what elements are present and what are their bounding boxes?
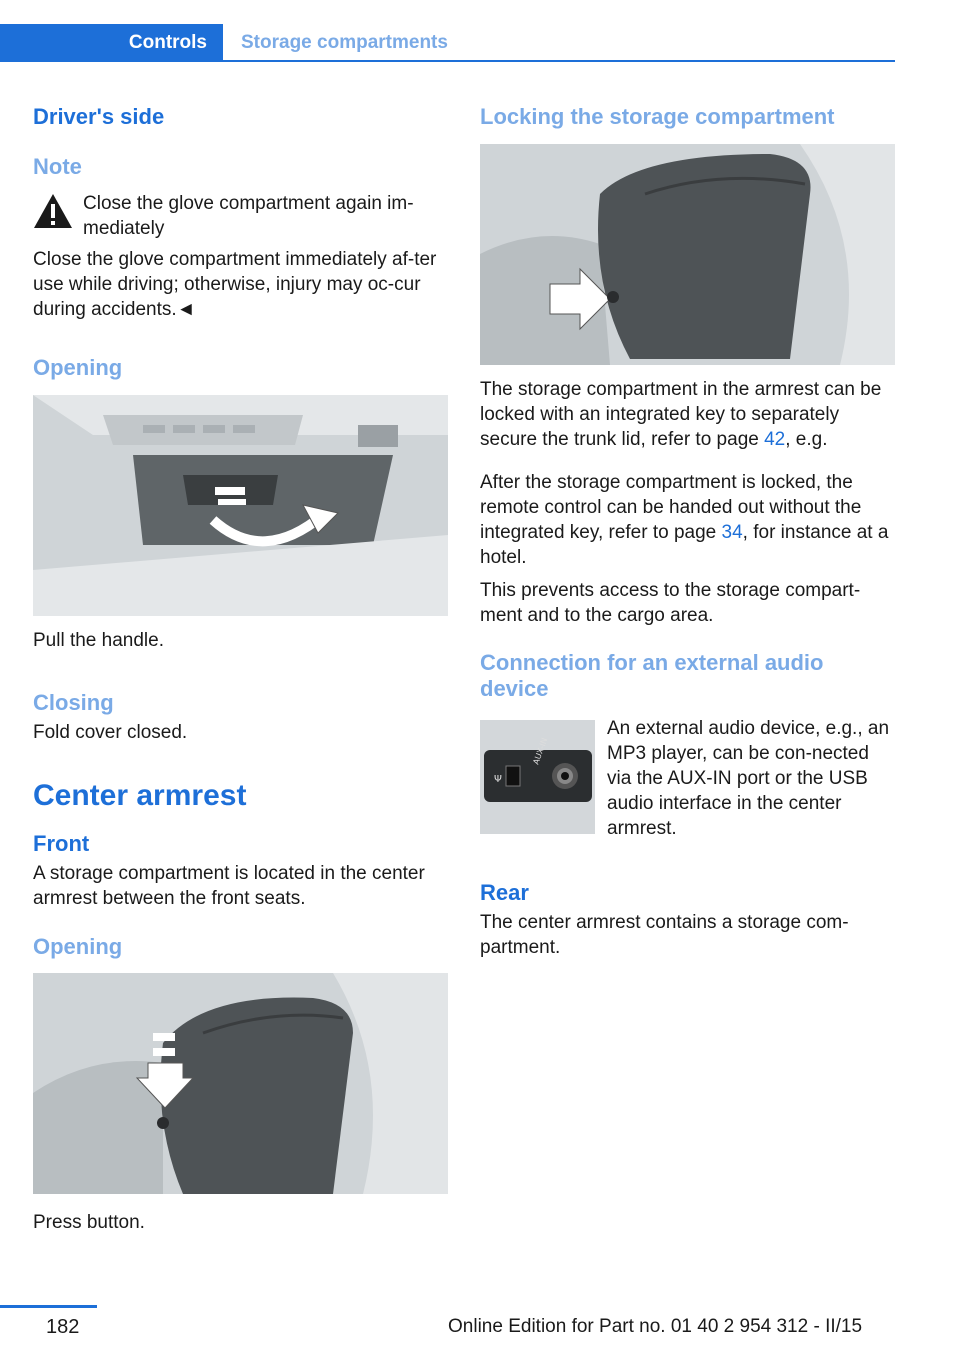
warning-triangle-icon (33, 193, 73, 229)
aux-port-label: AUX-IN (531, 736, 550, 766)
heading-center-armrest: Center armrest (33, 779, 247, 812)
heading-locking: Locking the storage compartment (480, 104, 835, 129)
locking-2-suffix: , for instance at a hotel. (480, 522, 889, 568)
armrest-lock-image (480, 144, 895, 365)
right-column (480, 100, 896, 960)
link-page-42[interactable]: 42 (764, 429, 786, 450)
heading-opening-glove: Opening (33, 355, 123, 380)
heading-audio-device: Connection for an external audio device (480, 650, 824, 701)
heading-closing: Closing (33, 690, 114, 715)
armrest-opening-image (33, 973, 448, 1194)
note-title: Close the glove compartment again im-mediately (83, 193, 414, 239)
glove-compartment-image (33, 395, 448, 616)
heading-rear: Rear (480, 880, 529, 905)
section-tab-controls[interactable]: Controls (0, 24, 223, 62)
locking-2-text: After the storage compartment is locked, the remote control can be handed out without the integrated key, refer to page (480, 472, 862, 543)
page-number: 182 (46, 1316, 80, 1338)
usb-icon: Ψ (494, 774, 502, 785)
section-tab-storage-compartments[interactable]: Storage compartments (241, 32, 448, 53)
link-page-34[interactable]: 34 (721, 522, 743, 543)
heading-opening-armrest: Opening (33, 934, 123, 959)
heading-front: Front (33, 831, 90, 856)
text-audio-device: An external audio device, e.g., an MP3 player, can be con-nected via the AUX-IN port or the USB audio interface in the center armrest. (607, 718, 890, 839)
text-fold-cover: Fold cover closed. (33, 722, 188, 743)
text-rear: The center armrest contains a storage com-partment. (480, 912, 849, 958)
footer-rule (0, 1305, 97, 1308)
left-column (33, 100, 449, 1235)
text-front: A storage compartment is located in the center armrest between the front seats. (33, 863, 425, 909)
warning-note (33, 191, 449, 241)
text-pull-handle: Pull the handle. (33, 630, 164, 651)
header-rule (0, 60, 895, 62)
locking-1-text: The storage compartment in the armrest can be locked with an integrated key to separately secure the trunk lid, refer to page (480, 379, 882, 450)
text-locking-1 (480, 377, 896, 452)
text-press-button: Press button. (33, 1212, 145, 1233)
note-text: Close the glove compartment immediately af-ter use while driving; otherwise, injury may oc-cur during accidents.◄ (33, 249, 437, 320)
text-locking-2 (480, 470, 896, 570)
heading-drivers-side: Driver's side (33, 104, 165, 129)
aux-usb-port-image (480, 720, 595, 834)
text-locking-3: This prevents access to the storage compart-ment and to the cargo area. (480, 580, 861, 626)
audio-section (480, 716, 896, 841)
heading-note: Note (33, 154, 82, 179)
edition-text: Online Edition for Part no. 01 40 2 954 312 - II/15 (448, 1316, 863, 1337)
locking-1-suffix: , e.g. (785, 429, 828, 450)
